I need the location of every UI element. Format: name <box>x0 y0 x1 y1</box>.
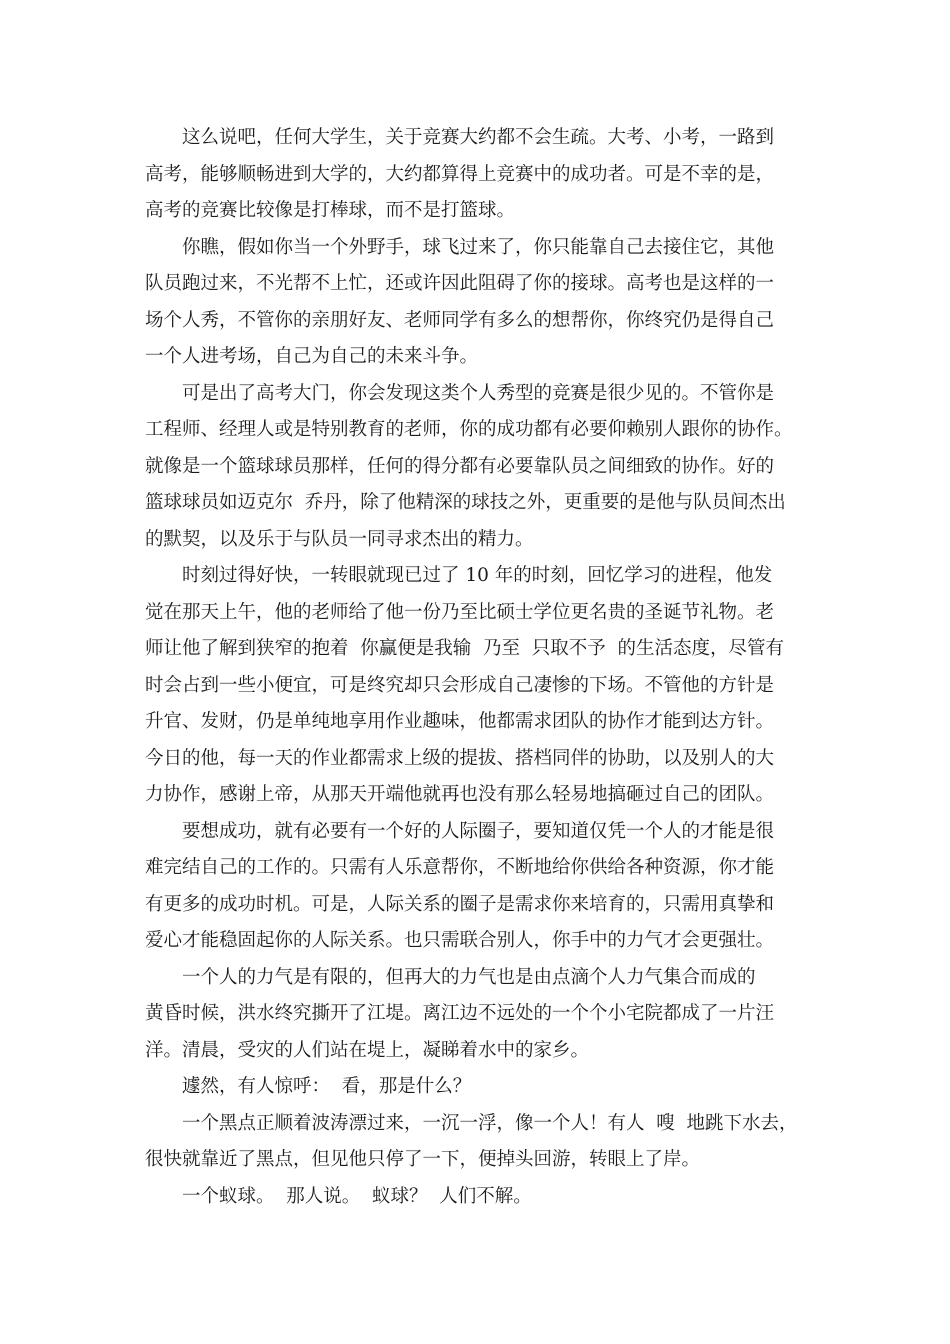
text-line: 就像是一个篮球球员那样，任何的得分都有必要靠队员之间细致的协作。好的 <box>145 455 775 477</box>
text-line: 难完结自己的工作的。只需有人乐意帮你，不断地给你供给各种资源，你才能 <box>145 857 775 878</box>
text-line: 升官、发财，仍是单纯地享用作业趣味，他都需求团队的协作才能到达方针。 <box>145 711 775 732</box>
text-line: 要想成功，就有必要有一个好的人际圈子，要知道仅凭一个人的才能是很 <box>145 820 775 842</box>
text-line: 黄昏时候，洪水终究撕开了江堤。离江边不远处的一个个小宅院都成了一片汪 <box>145 1003 775 1024</box>
text-line: 场个人秀，不管你的亲朋好友、老师同学有多么的想帮你，你终究仍是得自己 <box>145 309 775 331</box>
text-line: 可是出了高考大门，你会发现这类个人秀型的竞赛是很少见的。不管你是 <box>145 382 775 404</box>
text-line: 工程师、经理人或是特别教育的老师，你的成功都有必要仰赖别人跟你的协作。 <box>145 419 793 440</box>
text-line: 队员跑过来，不光帮不上忙，还或许因此阻碍了你的接球。高考也是这样的一 <box>145 273 775 294</box>
article-body <box>145 120 825 1215</box>
text-line: 高考的竞赛比较像是打棒球，而不是打篮球。 <box>145 200 516 221</box>
text-line: 的默契，以及乐于与队员一同寻求杰出的精力。 <box>145 528 534 550</box>
text-line: 高考，能够顺畅进到大学的，大约都算得上竞赛中的成功者。可是不幸的是， <box>145 163 775 185</box>
text-line: 有更多的成功时机。可是，人际关系的圈子是需求你来培育的，只需用真挚和 <box>145 893 775 915</box>
text-line: 今日的他，每一天的作业都需求上级的提拔、搭档同伴的协助，以及别人的大 <box>145 747 775 769</box>
text-line: 你瞧，假如你当一个外野手，球飞过来了，你只能靠自己去接住它，其他 <box>145 236 775 258</box>
text-line: 力协作，感谢上帝，从那天开端他就再也没有那么轻易地搞砸过自己的团队。 <box>145 784 775 805</box>
text-line: 一个人的力气是有限的，但再大的力气也是由点滴个人力气集合而成的 <box>145 966 756 988</box>
text-line: 觉在那天上午，他的老师给了他一份乃至比硕士学位更名贵的圣诞节礼物。老 <box>145 601 775 623</box>
text-line: 爱心才能稳固起你的人际关系。也只需联合别人，你手中的力气才会更强壮。 <box>145 930 775 951</box>
text-line: 很快就靠近了黑点，但见他只停了一下，便掉头回游，转眼上了岸。 <box>145 1149 701 1170</box>
text-line: 师让他了解到狭窄的抱着 你赢便是我输 乃至 只取不予 的生活态度，尽管有 <box>145 638 785 659</box>
text-line: 篮球球员如迈克尔 乔丹，除了他精深的球技之外，更重要的是他与队员间杰出 <box>145 492 786 513</box>
text-line: 时刻过得好快，一转眼就现已过了 10 年的时刻，回忆学习的进程，他发 <box>145 565 773 586</box>
text-line: 这么说吧，任何大学生，关于竞赛大约都不会生疏。大考、小考，一路到 <box>145 127 775 148</box>
text-line: 遽然，有人惊呼： 看，那是什么？ <box>145 1076 472 1097</box>
text-line: 一个人进考场，自己为自己的未来斗争。 <box>145 346 479 367</box>
text-line: 一个蚁球。 那人说。 蚁球？ 人们不解。 <box>145 1185 532 1207</box>
text-line: 时会占到一些小便宜，可是终究却只会形成自己凄惨的下场。不管他的方针是 <box>145 674 775 696</box>
text-line: 洋。清晨，受灾的人们站在堤上，凝睇着水中的家乡。 <box>145 1039 590 1061</box>
text-line: 一个黑点正顺着波涛漂过来，一沉一浮，像一个人！有人 嗖 地跳下水去， <box>145 1112 798 1134</box>
